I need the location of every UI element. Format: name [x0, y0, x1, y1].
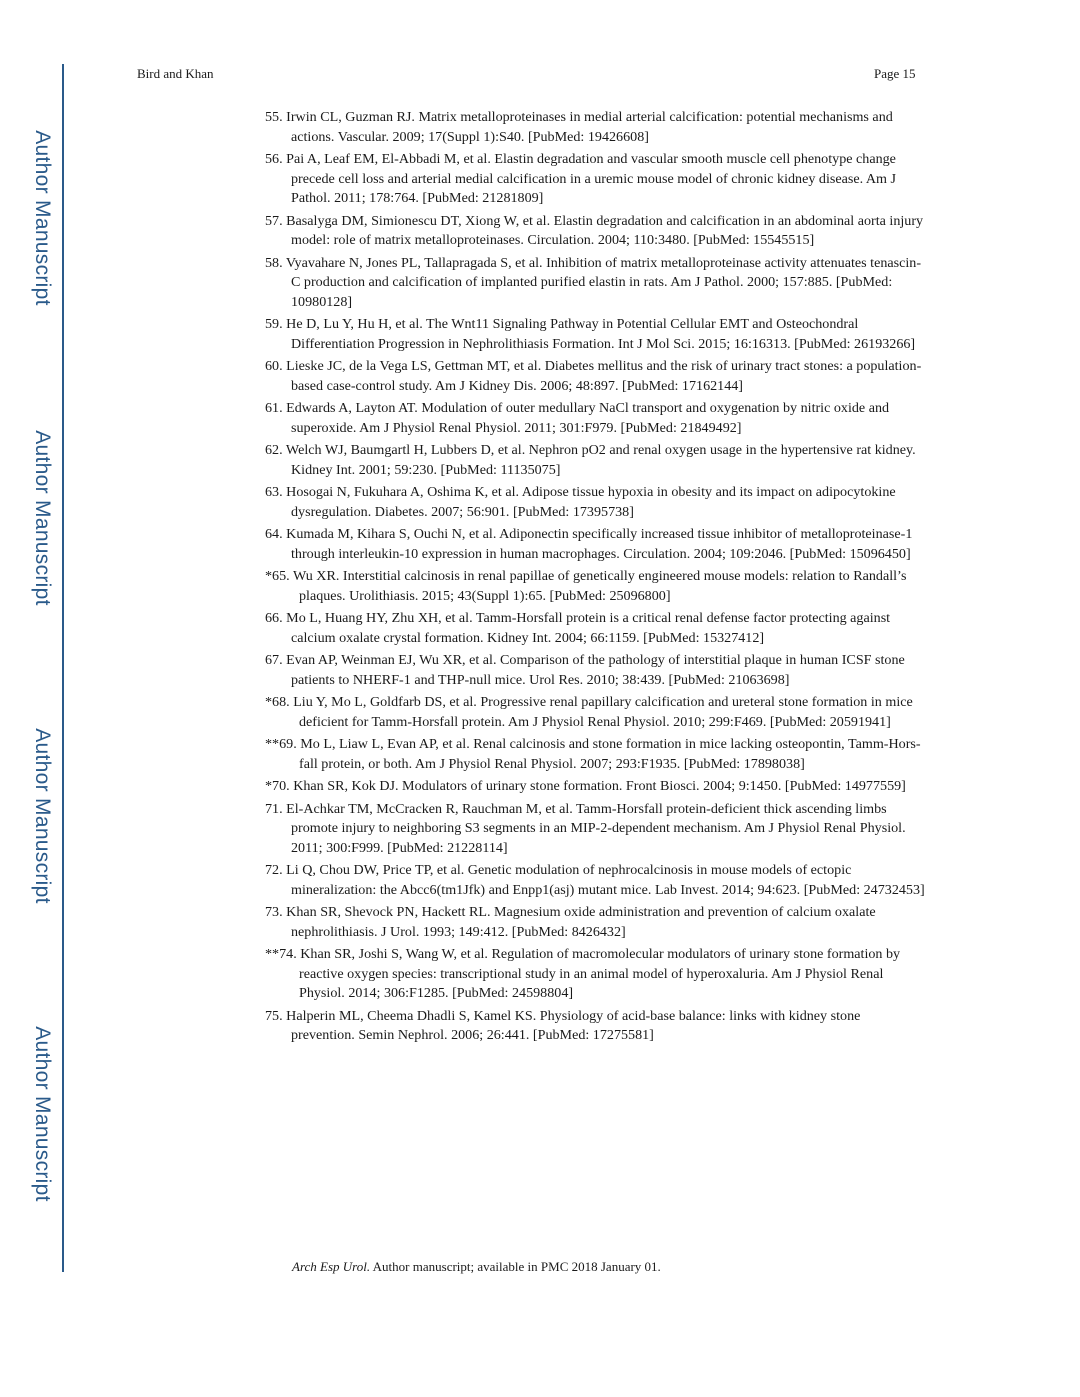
reference-text: Khan SR, Shevock PN, Hackett RL. Magnesium oxide administration and prevention of calcium oxalate nephrolithiasis. J Urol. 1993; 149:412. [PubMed: 8426432]	[286, 904, 876, 940]
reference-number: 67.	[265, 652, 283, 668]
reference-item	[265, 800, 925, 859]
reference-item	[265, 525, 925, 564]
reference-text: Pai A, Leaf EM, El-Abbadi M, et al. Elastin degradation and vascular smooth muscle cell phenotype change precede cell loss and arterial medial calcification in a uremic mouse model of chronic kidney disease. Am J Pathol. 2011; 178:764. [PubMed: 21281809]	[286, 151, 897, 206]
reference-number: **74.	[265, 946, 297, 962]
reference-item	[265, 861, 925, 900]
reference-text: Mo L, Huang HY, Zhu XH, et al. Tamm-Horsfall protein is a critical renal defense factor protecting against calcium oxalate crystal formation. Kidney Int. 2004; 66:1159. [PubMed: 15327412]	[286, 610, 891, 646]
reference-text: El-Achkar TM, McCracken R, Rauchman M, et al. Tamm-Horsfall protein-deficient thick ascending limbs promote injury to neighboring S3 segments in an MIP-2-dependent mechanism. Am J Physiol Renal Physiol. 2011; 300:F999. [PubMed: 21228114]	[286, 800, 906, 856]
reference-text: Basalyga DM, Simionescu DT, Xiong W, et al. Elastin degradation and calcification in an abdominal aorta injury model: role of matrix metalloproteinases. Circulation. 2004; 110:3480. [PubMed: 15545515]	[286, 212, 924, 248]
reference-text: Vyavahare N, Jones PL, Tallapragada S, et al. Inhibition of matrix metalloproteinase activity attenuates tenascin-C production and calcification of implanted purified elastin in rats. Am J Pathol. 2000; 157:885. [PubMed: 10980128]	[285, 254, 922, 310]
reference-number: *65.	[265, 568, 290, 584]
reference-item	[265, 357, 925, 396]
reference-item	[265, 483, 925, 522]
reference-number: 61.	[265, 400, 283, 416]
reference-number: 64.	[265, 526, 283, 542]
reference-item	[265, 441, 925, 480]
reference-item	[265, 903, 925, 942]
reference-item	[265, 1007, 925, 1046]
reference-text: Khan SR, Joshi S, Wang W, et al. Regulation of macromolecular modulators of urinary stone formation by reactive oxygen species: transcriptional study in an animal model of hyperoxaluria. Am J Physiol Renal Physiol. 2014; 306:F1285. [PubMed: 24598804]	[299, 946, 901, 1001]
reference-number: 57.	[265, 212, 283, 229]
reference-number: 75.	[265, 1007, 283, 1024]
reference-number: **69.	[265, 736, 297, 752]
reference-item	[265, 315, 925, 354]
reference-number: 72.	[265, 862, 283, 878]
reference-item	[265, 212, 925, 251]
reference-text: Kumada M, Kihara S, Ouchi N, et al. Adiponectin specifically increased tissue inhibitor of metalloproteinase-1 through interleukin-10 expression in human macrophages. Circulation. 2004; 109:2046. [PubMed: 15096450]	[286, 526, 913, 562]
reference-number: 55.	[265, 109, 283, 125]
reference-text: Irwin CL, Guzman RJ. Matrix metalloproteinases in medial arterial calcification: potential mechanisms and actions. Vascular. 2009; 17(Suppl 1):S40. [PubMed: 19426608]	[286, 109, 893, 145]
reference-item	[265, 254, 925, 313]
sidebar-divider	[62, 64, 64, 1272]
reference-text: Mo L, Liaw L, Evan AP, et al. Renal calcinosis and stone formation in mice lacking osteopontin, Tamm-Hors-fall protein, or both. Am J Physiol Renal Physiol. 2007; 293:F1935. [PubMed: 17898038]	[299, 736, 921, 772]
reference-item	[265, 108, 925, 147]
reference-item	[265, 609, 925, 648]
reference-text: Edwards A, Layton AT. Modulation of outer medullary NaCl transport and oxygenation by nitric oxide and superoxide. Am J Physiol Renal Physiol. 2011; 301:F979. [PubMed: 21849492]	[286, 400, 890, 436]
reference-text: Wu XR. Interstitial calcinosis in renal papillae of genetically engineered mouse models: relation to Randall’s plaques. Urolithiasis. 2015; 43(Suppl 1):65. [PubMed: 25096800]	[292, 568, 907, 604]
reference-text: Halperin ML, Cheema Dhadli S, Kamel KS. Physiology of acid-base balance: links with kidney stone prevention. Semin Nephrol. 2006; 26:441. [PubMed: 17275581]	[286, 1007, 861, 1043]
availability-note: Author manuscript; available in PMC 2018 January 01.	[372, 1259, 661, 1274]
page-footer	[292, 1259, 661, 1275]
reference-item	[265, 777, 925, 797]
reference-text: Khan SR, Kok DJ. Modulators of urinary stone formation. Front Biosci. 2004; 9:1450. [PubMed: 14977559]	[293, 778, 906, 794]
reference-text: He D, Lu Y, Hu H, et al. The Wnt11 Signaling Pathway in Potential Cellular EMT and Osteochondral Differentiation Progression in Nephrolithiasis Formation. Int J Mol Sci. 2015; 16:16313. [PubMed: 26193266]	[286, 316, 916, 352]
reference-item	[265, 945, 925, 1004]
reference-number: *70.	[265, 778, 290, 794]
reference-text: Evan AP, Weinman EJ, Wu XR, et al. Comparison of the pathology of interstitial plaque in human ICSF stone patients to NHERF-1 and THP-null mice. Urol Res. 2010; 38:439. [PubMed: 21063698]	[286, 652, 905, 688]
reference-number: 62.	[265, 442, 283, 458]
reference-list	[265, 108, 925, 1049]
reference-text: Lieske JC, de la Vega LS, Gettman MT, et al. Diabetes mellitus and the risk of urinary tract stones: a population-based case-control study. Am J Kidney Dis. 2006; 48:897. [PubMed: 17162144]	[286, 358, 922, 394]
reference-item	[265, 567, 925, 606]
reference-number: 58.	[265, 254, 283, 271]
reference-number: 63.	[265, 484, 283, 500]
reference-item	[265, 651, 925, 690]
reference-item	[265, 693, 925, 732]
reference-number: 56.	[265, 151, 283, 167]
reference-item	[265, 735, 925, 774]
running-header-authors: Bird and Khan	[137, 66, 214, 81]
reference-number: 59.	[265, 316, 283, 332]
journal-name: Arch Esp Urol.	[292, 1259, 371, 1274]
reference-number: 73.	[265, 904, 283, 920]
page-number: Page 15	[874, 66, 916, 81]
reference-text: Liu Y, Mo L, Goldfarb DS, et al. Progressive renal papillary calcification and ureteral stone formation in mice deficient for Tamm-Horsfall protein. Am J Physiol Renal Physiol. 2010; 299:F469. [PubMed: 20591941]	[293, 694, 913, 730]
reference-text: Li Q, Chou DW, Price TP, et al. Genetic modulation of nephrocalcinosis in mouse models of ectopic mineralization: the Abcc6(tm1Jfk) and Enpp1(asj) mutant mice. Lab Invest. 2014; 94:623. [PubMed: 24732453]	[286, 862, 925, 898]
reference-number: 60.	[265, 358, 283, 374]
reference-number: 71.	[265, 800, 283, 817]
reference-text: Welch WJ, Baumgartl H, Lubbers D, et al. Nephron pO2 and renal oxygen usage in the hypertensive rat kidney. Kidney Int. 2001; 59:230. [PubMed: 11135075]	[285, 442, 916, 478]
reference-number: 66.	[265, 610, 283, 626]
reference-text: Hosogai N, Fukuhara A, Oshima K, et al. Adipose tissue hypoxia in obesity and its impact on adipocytokine dysregulation. Diabetes. 2007; 56:901. [PubMed: 17395738]	[286, 484, 896, 520]
reference-number: *68.	[265, 694, 290, 710]
reference-item	[265, 150, 925, 209]
reference-item	[265, 399, 925, 438]
